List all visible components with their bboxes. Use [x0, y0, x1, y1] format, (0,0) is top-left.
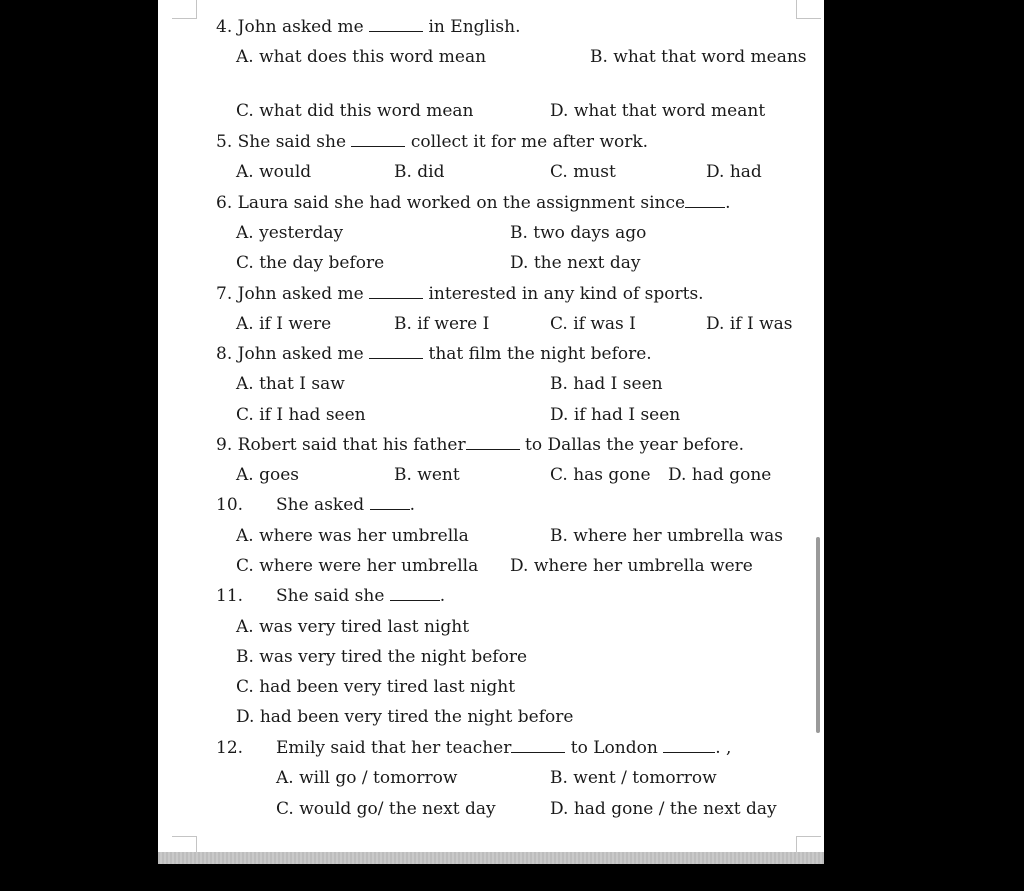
option-5a: A. would [236, 162, 312, 182]
question-12-number: 12. [216, 738, 244, 758]
option-12d: D. had gone / the next day [550, 799, 777, 819]
crop-mark-top-left [172, 0, 197, 19]
option-7d: D. if I was [706, 314, 793, 334]
option-4c: C. what did this word mean [236, 101, 474, 121]
option-10c: C. where were her umbrella [236, 556, 479, 576]
bottom-background [158, 864, 824, 891]
option-8c: C. if I had seen [236, 405, 366, 425]
option-7a: A. if I were [236, 314, 332, 334]
option-11a: A. was very tired last night [236, 617, 470, 637]
option-11d: D. had been very tired the night before [236, 707, 574, 727]
option-9b: B. went [394, 465, 460, 485]
question-9: 9. Robert said that his father to Dallas the year before. [216, 435, 745, 455]
option-6c: C. the day before [236, 253, 385, 273]
question-10-number: 10. [216, 495, 244, 515]
question-11: She said she . [276, 586, 446, 606]
option-5d: D. had [706, 162, 762, 182]
option-11c: C. had been very tired last night [236, 677, 516, 697]
crop-mark-top-right [796, 0, 821, 19]
option-7c: C. if was I [550, 314, 636, 334]
option-6a: A. yesterday [236, 223, 344, 243]
option-4b: B. what that word means [590, 47, 807, 67]
option-8a: A. that I saw [236, 374, 345, 394]
option-7b: B. if were I [394, 314, 490, 334]
option-12c: C. would go/ the next day [276, 799, 496, 819]
question-5: 5. She said she collect it for me after work. [216, 132, 649, 152]
option-10d: D. where her umbrella were [510, 556, 753, 576]
option-4d: D. what that word meant [550, 101, 766, 121]
option-8d: D. if had I seen [550, 405, 681, 425]
option-12b: B. went / tomorrow [550, 768, 717, 788]
option-5c: C. must [550, 162, 616, 182]
question-4: 4. John asked me in English. [216, 17, 521, 37]
option-9c: C. has gone [550, 465, 651, 485]
option-12a: A. will go / tomorrow [276, 768, 458, 788]
option-10a: A. where was her umbrella [236, 526, 469, 546]
question-7: 7. John asked me interested in any kind of sports. [216, 284, 704, 304]
vertical-scrollbar[interactable] [816, 537, 820, 733]
option-11b: B. was very tired the night before [236, 647, 528, 667]
option-9a: A. goes [236, 465, 299, 485]
page-gap-band [158, 852, 824, 864]
option-6d: D. the next day [510, 253, 641, 273]
question-11-number: 11. [216, 586, 244, 606]
question-8: 8. John asked me that film the night before. [216, 344, 652, 364]
option-10b: B. where her umbrella was [550, 526, 783, 546]
question-6: 6. Laura said she had worked on the assignment since . [216, 193, 731, 213]
question-10: She asked . [276, 495, 415, 515]
option-9d: D. had gone [668, 465, 772, 485]
option-6b: B. two days ago [510, 223, 647, 243]
option-5b: B. did [394, 162, 445, 182]
question-12: Emily said that her teacher to London . , [276, 738, 732, 758]
option-8b: B. had I seen [550, 374, 663, 394]
option-4a: A. what does this word mean [236, 47, 487, 67]
